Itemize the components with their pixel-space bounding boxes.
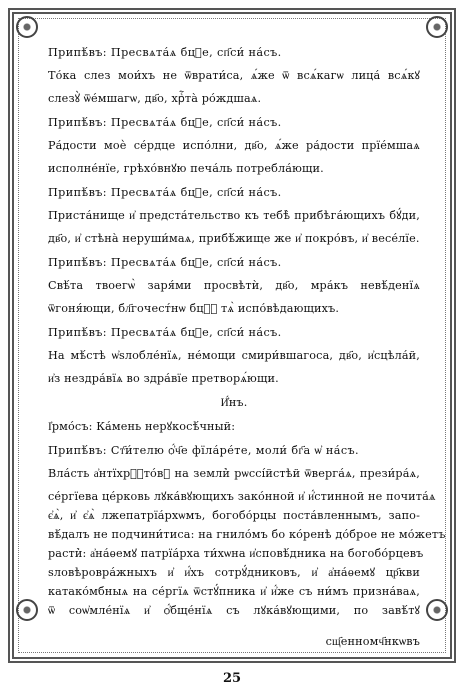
refrain-line: Припѣ́въ: Пресвѧта́ѧ бцⷣе, сп҃си́ на́съ. — [48, 186, 282, 199]
troparion-line: Вла́сть а҆нтїхрⷭ҇то́вꙋ на земли̇̀ рѡссі́йстѣй ѿверга́ѧ, прези́ра́ѧ, — [48, 467, 420, 480]
catchword-line: сщ҃енномч҃нкѡвъ — [325, 635, 420, 648]
troparion-line: и҆з нездра́вїѧ во здра́вїе претворѧ́ющи. — [48, 372, 279, 385]
troparion-line: Ра́дости моѐ се́рдце испо́лни, дв҃о, ѧ́же ра́дости прїе́мшаѧ — [48, 139, 420, 152]
refrain-line: Припѣ́въ: Пресвѧта́ѧ бцⷣе, сп҃си́ на́съ. — [48, 256, 282, 269]
troparion-line: Приста́нище и҆ предста́тельство къ тебѣ̀ прибѣга́ющихъ бꙋ́ди, — [48, 209, 420, 222]
corner-ornament-icon — [426, 599, 448, 621]
troparion-line: слезꙋ̀ ѿе́мшагѡ, дв҃о, хрⷭ҇та̀ ро́ждшаѧ. — [48, 92, 262, 105]
irmos-line: І҆рмо́съ: Ка́мень нерꙋкосѣ́чный: — [48, 420, 236, 433]
refrain-line: Припѣ́въ: Пресвѧта́ѧ бцⷣе, сп҃си́ на́съ. — [48, 326, 282, 339]
troparion-line: ѕловѣровра́жныхъ и҆ и҆́хъ сотрꙋ́дниковъ, и҆ а҆на́ѳемꙋ цр҃кви — [48, 566, 420, 579]
troparion-line: Свѣ́та твоегѡ̀ заря́ми просвѣтѝ, дв҃о, мра́къ невѣ́денїѧ — [48, 279, 420, 292]
troparion-line: є҆ѧ̀, и҆ є҆ѧ̀ лжепатрїа́рхѡмъ, богобо́рцы поста́вленнымъ, запо- — [48, 509, 420, 522]
troparion-line: вѣ́далъ не подчини́тиса: на гнило́мъ бо ко́ренѣ до́брое не мо́жетъ — [48, 528, 446, 541]
troparion-line: катако́мбныѧ на се́ргїѧ ѿстꙋ́пника и҆ и҆́же съ ни́мъ призна́ваѧ, — [48, 585, 420, 598]
troparion-line: расти̇̀: а҆на́ѳемꙋ патрїа́рха ти́хѡна и҆сповѣ́дника на богобо́рцевъ — [48, 547, 424, 560]
troparion-line: исполне́нїе, грѣхо́внꙋю печа́ль потребла́ющи. — [48, 162, 324, 175]
troparion-line: се́ргїева це́рковь лꙋка́вꙋющихъ зако́нной и҆ и҆́стинной не почита́ѧ — [48, 490, 436, 503]
corner-ornament-icon — [426, 16, 448, 38]
corner-ornament-icon — [16, 16, 38, 38]
page-number: 25 — [222, 671, 242, 686]
troparion-line: дв҃о, и҆ стѣна̀ неруши́маѧ, прибѣ́жище же и҆ покро́въ, и҆ весе́лїе. — [48, 232, 420, 245]
troparion-line: То́ка слез мои́хъ не ѿврати́са, ѧ́же ѿ всѧ́кагѡ лица́ всѧ́кꙋ — [48, 69, 420, 82]
section-heading: И҆́нъ. — [220, 396, 248, 409]
refrain-line: Припѣ́въ: Пресвѧта́ѧ бцⷣе, сп҃си́ на́съ. — [48, 46, 282, 59]
refrain-line: Припѣ́въ: Ст҃и́телю ѻ҆́ч҃е фїла́ре́те, моли́ бг҃а ѡ҆ на́съ. — [48, 444, 360, 457]
page-text — [48, 38, 446, 651]
troparion-line: ѿгоня́ющи, бл҃гочест́нѡ бцⷣꙋ тѧ̀ испо́вѣдающихъ. — [48, 302, 340, 315]
refrain-line: Припѣ́въ: Пресвѧта́ѧ бцⷣе, сп҃си́ на́съ. — [48, 116, 282, 129]
corner-ornament-icon — [16, 599, 38, 621]
troparion-line: На мѣ́стѣ ѡ҆ѕлобле́нїѧ, не́мощи смири́вшагоса, дв҃о, и҆сцѣла́й, — [48, 349, 420, 362]
troparion-line: ѿ соѡ҆мле́нїѧ и҆ ѻ҆́бще́нїѧ съ лꙋка́вꙋющими, по завѣ́тꙋ — [48, 604, 420, 617]
